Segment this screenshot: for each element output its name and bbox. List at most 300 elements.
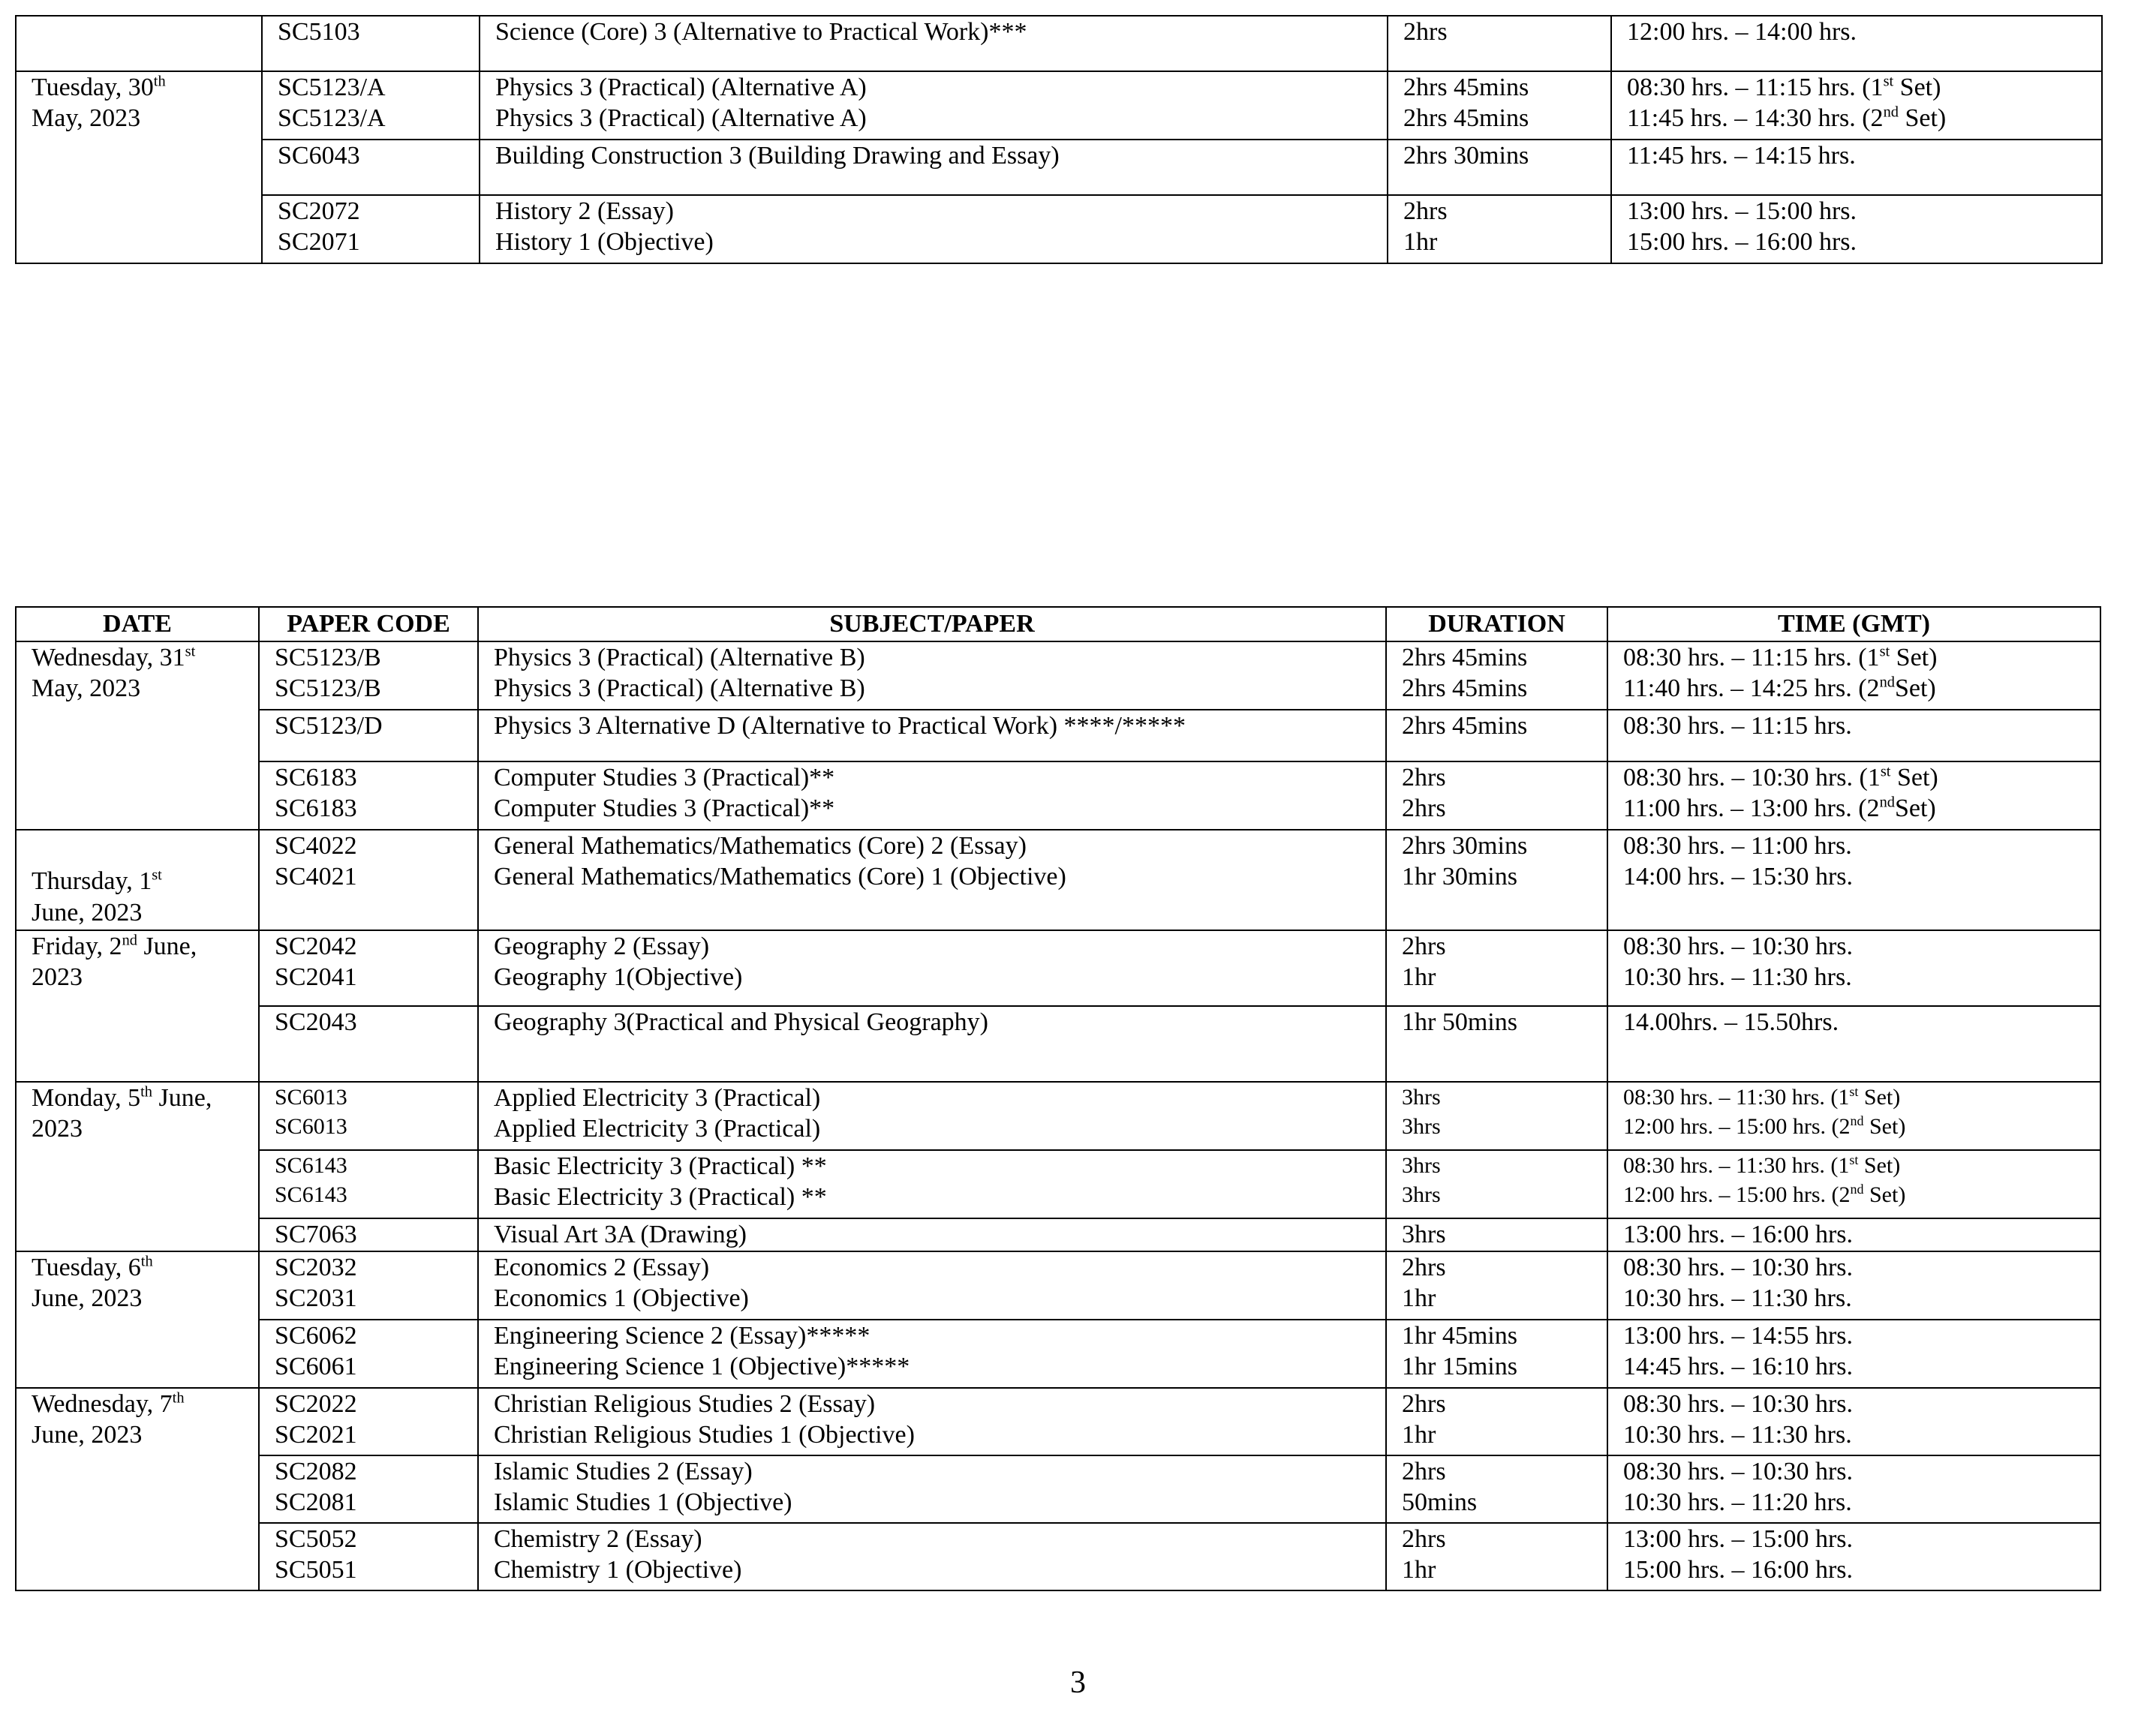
time-text: 15:00 hrs. – 16:00 hrs. <box>1627 228 1857 257</box>
code-line <box>275 962 462 993</box>
time-cell <box>1607 1082 2100 1150</box>
time-line <box>1623 861 2085 892</box>
table-header-row <box>16 607 2100 641</box>
duration-line <box>1403 196 1595 227</box>
duration-line <box>1403 17 1595 47</box>
duration-line <box>1402 1456 1592 1487</box>
duration-line <box>1402 1180 1592 1209</box>
code-line <box>275 1389 462 1419</box>
set-suffix: Set) <box>1894 674 1936 703</box>
paper-code-cell <box>259 710 478 761</box>
subject-text: Applied Electricity 3 (Practical) <box>494 1084 821 1112</box>
time-cell <box>1607 761 2100 830</box>
duration-text: 2hrs <box>1402 933 1446 960</box>
paper-code-cell <box>262 71 480 140</box>
table-row <box>16 1150 2100 1218</box>
subject-line <box>495 17 1372 47</box>
subject-line <box>494 1554 1370 1585</box>
time-line <box>1623 1419 2085 1450</box>
duration-cell <box>1386 1006 1607 1082</box>
duration-text: 1hr <box>1402 963 1436 992</box>
duration-cell <box>1386 641 1607 710</box>
duration-cell <box>1386 830 1607 930</box>
time-text: 10:30 hrs. – 11:30 hrs. <box>1623 963 1852 992</box>
table-row <box>16 1082 2100 1150</box>
time-text: 08:30 hrs. – 10:30 hrs. <box>1623 1458 1853 1485</box>
code-text: SC6013 <box>275 1114 347 1139</box>
duration-text: 3hrs <box>1402 1085 1441 1110</box>
code-text: SC5103 <box>278 18 360 46</box>
ordinal-suffix: st <box>1849 1152 1859 1167</box>
paper-code-cell <box>259 1006 478 1082</box>
time-line <box>1627 72 2086 103</box>
code-line <box>275 1487 462 1518</box>
paper-code-cell <box>262 140 480 195</box>
subject-line <box>494 1351 1370 1382</box>
code-text: SC4021 <box>275 863 357 891</box>
duration-line <box>1402 642 1592 673</box>
table-row <box>16 71 2102 140</box>
code-line <box>275 1351 462 1382</box>
subject-cell <box>480 195 1388 263</box>
code-line <box>275 861 462 892</box>
table-row <box>16 1455 2100 1523</box>
code-text: SC6143 <box>275 1153 347 1178</box>
time-text: 08:30 hrs. – 11:00 hrs. <box>1623 832 1852 860</box>
subject-text: Christian Religious Studies 2 (Essay) <box>494 1390 876 1418</box>
time-text: 13:00 hrs. – 15:00 hrs. <box>1623 1525 1853 1553</box>
time-line <box>1623 1524 2085 1554</box>
time-text: 08:30 hrs. – 10:30 hrs. <box>1623 1390 1853 1418</box>
subject-text: History 2 (Essay) <box>495 197 674 225</box>
subject-text: Physics 3 (Practical) (Alternative A) <box>495 74 867 101</box>
paper-code-cell <box>259 1150 478 1218</box>
time-line <box>1627 17 2086 47</box>
code-line <box>275 1180 462 1209</box>
paper-code-cell <box>259 1455 478 1523</box>
subject-line <box>494 1283 1370 1314</box>
duration-cell <box>1386 710 1607 761</box>
time-line <box>1623 1320 2085 1351</box>
time-text: 11:40 hrs. – 14:25 hrs. (2 <box>1623 674 1880 703</box>
subject-line <box>494 1007 1370 1038</box>
duration-text: 50mins <box>1402 1488 1478 1517</box>
header-paper-code: PAPER CODE <box>259 607 478 641</box>
time-cell <box>1607 1320 2100 1388</box>
time-text: 10:30 hrs. – 11:20 hrs. <box>1623 1488 1852 1517</box>
code-text: SC2031 <box>275 1284 357 1313</box>
time-text: 15:00 hrs. – 16:00 hrs. <box>1623 1556 1853 1584</box>
time-line <box>1623 1351 2085 1382</box>
time-text: 08:30 hrs. – 11:15 hrs. <box>1623 712 1852 740</box>
subject-text: Physics 3 (Practical) (Alternative A) <box>495 104 867 133</box>
code-line <box>278 72 464 103</box>
time-text: 08:30 hrs. – 11:15 hrs. (1 <box>1627 74 1884 101</box>
code-line <box>278 196 464 227</box>
code-text: SC5123/A <box>278 74 386 101</box>
duration-cell <box>1386 1218 1607 1251</box>
duration-line <box>1402 1487 1592 1518</box>
duration-line <box>1402 1419 1592 1450</box>
time-cell <box>1611 140 2102 195</box>
code-line <box>275 673 462 704</box>
duration-cell <box>1386 930 1607 1006</box>
subject-cell <box>480 140 1388 195</box>
time-text: 14:45 hrs. – 16:10 hrs. <box>1623 1353 1853 1381</box>
time-line <box>1623 931 2085 962</box>
time-line <box>1623 1487 2085 1518</box>
code-line <box>275 1283 462 1314</box>
duration-line <box>1402 1007 1592 1038</box>
time-line <box>1623 830 2085 861</box>
code-text: SC7063 <box>275 1221 357 1248</box>
time-line <box>1623 1283 2085 1314</box>
set-suffix: Set) <box>1863 1114 1906 1139</box>
duration-line <box>1402 1351 1592 1382</box>
code-text: SC6062 <box>275 1322 357 1350</box>
subject-cell <box>478 1320 1386 1388</box>
code-text: SC6183 <box>275 764 357 791</box>
subject-text: Islamic Studies 2 (Essay) <box>494 1458 753 1485</box>
paper-code-cell <box>259 1218 478 1251</box>
duration-text: 2hrs 45mins <box>1402 644 1528 671</box>
subject-text: Geography 1(Objective) <box>494 963 743 992</box>
subject-line <box>494 1151 1370 1182</box>
subject-text: General Mathematics/Mathematics (Core) 2 (Essay) <box>494 832 1027 860</box>
page-number: 3 <box>1070 1665 1086 1700</box>
duration-cell <box>1388 195 1611 263</box>
set-suffix: Set) <box>1890 764 1938 791</box>
date-cell-empty <box>16 16 262 71</box>
ordinal-suffix: nd <box>1850 1182 1864 1197</box>
duration-text: 1hr 30mins <box>1402 863 1517 891</box>
code-line <box>275 931 462 962</box>
duration-text: 2hrs 30mins <box>1402 832 1528 860</box>
set-suffix: Set) <box>1858 1153 1901 1178</box>
subject-text: Physics 3 (Practical) (Alternative B) <box>494 674 865 703</box>
header-time: TIME (GMT) <box>1607 607 2100 641</box>
code-line <box>275 1219 462 1250</box>
duration-text: 1hr 45mins <box>1402 1322 1517 1350</box>
duration-line <box>1402 1389 1592 1419</box>
time-cell <box>1607 1251 2100 1320</box>
subject-cell <box>478 1251 1386 1320</box>
subject-text: Visual Art 3A (Drawing) <box>494 1221 747 1248</box>
subject-line <box>494 1456 1370 1487</box>
set-suffix: Set) <box>1858 1085 1901 1110</box>
subject-line <box>494 1252 1370 1283</box>
table-row <box>16 761 2100 830</box>
time-text: 12:00 hrs. – 15:00 hrs. (2 <box>1623 1114 1851 1139</box>
code-line <box>275 1524 462 1554</box>
table-row <box>16 930 2100 1006</box>
duration-line <box>1402 931 1592 962</box>
time-text: 08:30 hrs. – 11:30 hrs. (1 <box>1623 1085 1850 1110</box>
duration-line <box>1402 1112 1592 1141</box>
duration-text: 2hrs 45mins <box>1402 712 1528 740</box>
paper-code-cell <box>259 761 478 830</box>
code-text: SC6061 <box>275 1353 357 1381</box>
table-row <box>16 140 2102 195</box>
code-line <box>275 1320 462 1351</box>
time-text: 12:00 hrs. – 14:00 hrs. <box>1627 18 1857 46</box>
time-line <box>1623 1252 2085 1283</box>
subject-text: Islamic Studies 1 (Objective) <box>494 1488 792 1517</box>
duration-text: 1hr 15mins <box>1402 1353 1517 1381</box>
subject-text: Christian Religious Studies 1 (Objective) <box>494 1421 915 1449</box>
subject-text: Computer Studies 3 (Practical)** <box>494 794 835 823</box>
time-line <box>1623 962 2085 993</box>
time-line <box>1627 140 2086 171</box>
time-line <box>1623 710 2085 741</box>
code-line <box>278 103 464 134</box>
duration-line <box>1402 673 1592 704</box>
paper-code-cell <box>259 1320 478 1388</box>
time-line <box>1623 1180 2085 1209</box>
code-line <box>275 1007 462 1038</box>
time-text: 08:30 hrs. – 10:30 hrs. <box>1623 933 1853 960</box>
table-row <box>16 710 2100 761</box>
code-line <box>275 1554 462 1585</box>
time-text: 08:30 hrs. – 11:30 hrs. (1 <box>1623 1153 1850 1178</box>
subject-cell <box>478 1455 1386 1523</box>
timetable-continued <box>15 15 2103 264</box>
time-cell <box>1607 830 2100 930</box>
duration-line <box>1402 1554 1592 1585</box>
time-line <box>1623 673 2085 704</box>
code-text: SC2041 <box>275 963 357 992</box>
code-text: SC2082 <box>275 1458 357 1485</box>
code-line <box>275 1083 462 1112</box>
code-line <box>275 710 462 741</box>
subject-cell <box>478 1006 1386 1082</box>
paper-code-cell <box>259 830 478 930</box>
duration-text: 3hrs <box>1402 1221 1446 1248</box>
subject-line <box>494 1083 1370 1113</box>
duration-text: 2hrs <box>1402 1458 1446 1485</box>
duration-line <box>1402 710 1592 741</box>
time-text: 14:00 hrs. – 15:30 hrs. <box>1623 863 1853 891</box>
subject-text: Computer Studies 3 (Practical)** <box>494 764 835 791</box>
time-cell <box>1607 1218 2100 1251</box>
time-text: 11:45 hrs. – 14:15 hrs. <box>1627 142 1856 170</box>
subject-text: Chemistry 2 (Essay) <box>494 1525 702 1553</box>
table-row <box>16 1320 2100 1388</box>
code-line <box>275 1112 462 1141</box>
subject-text: Building Construction 3 (Building Drawing and Essay) <box>495 142 1060 170</box>
subject-line <box>494 793 1370 824</box>
subject-line <box>494 1524 1370 1554</box>
header-date: DATE <box>16 607 259 641</box>
duration-line <box>1403 72 1595 103</box>
duration-line <box>1402 1320 1592 1351</box>
duration-text: 2hrs <box>1402 1254 1446 1281</box>
duration-text: 2hrs <box>1402 764 1446 791</box>
time-text: 08:30 hrs. – 10:30 hrs. (1 <box>1623 764 1881 791</box>
duration-line <box>1402 1219 1592 1250</box>
code-text: SC6043 <box>278 142 360 170</box>
code-text: SC2032 <box>275 1254 357 1281</box>
subject-cell <box>480 71 1388 140</box>
time-line <box>1623 1151 2085 1180</box>
subject-line <box>494 1113 1370 1144</box>
duration-text: 2hrs <box>1402 1390 1446 1418</box>
duration-text: 2hrs <box>1402 1525 1446 1553</box>
ordinal-suffix: st <box>1883 73 1894 90</box>
date-cell: Wednesday, 7th June, 2023 <box>16 1388 259 1590</box>
code-text: SC4022 <box>275 832 357 860</box>
code-line <box>275 1419 462 1450</box>
table-row <box>16 16 2102 71</box>
duration-line <box>1402 1283 1592 1314</box>
subject-line <box>494 830 1370 861</box>
code-line <box>275 1252 462 1283</box>
time-cell <box>1611 71 2102 140</box>
time-line <box>1627 227 2086 257</box>
subject-line <box>494 1419 1370 1450</box>
code-text: SC2081 <box>275 1488 357 1517</box>
duration-cell <box>1388 140 1611 195</box>
subject-cell <box>478 710 1386 761</box>
code-text: SC6183 <box>275 794 357 823</box>
code-line <box>275 1456 462 1487</box>
duration-line <box>1403 103 1595 134</box>
subject-line <box>494 642 1370 673</box>
paper-code-cell <box>262 16 480 71</box>
subject-line <box>494 1182 1370 1212</box>
subject-cell <box>478 1082 1386 1150</box>
code-line <box>278 17 464 47</box>
duration-line <box>1402 1524 1592 1554</box>
duration-text: 3hrs <box>1402 1153 1441 1178</box>
time-line <box>1623 1219 2085 1250</box>
paper-code-cell <box>259 1523 478 1590</box>
code-line <box>278 227 464 257</box>
subject-line <box>494 1219 1370 1250</box>
time-line <box>1623 1456 2085 1487</box>
code-text: SC6013 <box>275 1085 347 1110</box>
time-text: 12:00 hrs. – 15:00 hrs. (2 <box>1623 1182 1851 1207</box>
timetable <box>15 606 2101 1591</box>
time-text: 13:00 hrs. – 16:00 hrs. <box>1623 1221 1853 1248</box>
code-line <box>275 642 462 673</box>
subject-line <box>495 227 1372 257</box>
code-text: SC5123/D <box>275 712 383 740</box>
code-text: SC2042 <box>275 933 357 960</box>
time-cell <box>1607 1523 2100 1590</box>
header-subject: SUBJECT/PAPER <box>478 607 1386 641</box>
duration-text: 3hrs <box>1402 1114 1441 1139</box>
subject-line <box>495 196 1372 227</box>
code-line <box>275 1151 462 1180</box>
subject-text: Physics 3 Alternative D (Alternative to Practical Work) ****/***** <box>494 712 1186 740</box>
subject-cell <box>478 761 1386 830</box>
time-line <box>1623 762 2085 793</box>
subject-cell <box>478 930 1386 1006</box>
time-text: 08:30 hrs. – 10:30 hrs. <box>1623 1254 1853 1281</box>
time-cell <box>1607 1006 2100 1082</box>
time-text: 13:00 hrs. – 14:55 hrs. <box>1623 1322 1853 1350</box>
set-suffix: Set) <box>1898 104 1947 133</box>
time-cell <box>1607 641 2100 710</box>
duration-text: 3hrs <box>1402 1182 1441 1207</box>
subject-line <box>495 72 1372 103</box>
duration-line <box>1403 227 1595 257</box>
table-row <box>16 1218 2100 1251</box>
time-line <box>1623 1007 2085 1038</box>
time-line <box>1627 196 2086 227</box>
time-cell <box>1611 195 2102 263</box>
date-cell: Friday, 2nd June, 2023 <box>16 930 259 1082</box>
subject-text: Geography 3(Practical and Physical Geography) <box>494 1008 988 1036</box>
subject-text: Basic Electricity 3 (Practical) ** <box>494 1183 827 1212</box>
duration-cell <box>1386 1150 1607 1218</box>
subject-cell <box>478 1388 1386 1455</box>
subject-line <box>494 1487 1370 1518</box>
paper-code-cell <box>259 930 478 1006</box>
duration-text: 1hr <box>1402 1556 1436 1584</box>
duration-line <box>1403 140 1595 171</box>
duration-text: 2hrs <box>1402 794 1446 823</box>
subject-text: Economics 2 (Essay) <box>494 1254 710 1281</box>
code-text: SC5123/B <box>275 674 381 703</box>
date-cell: Tuesday, 6th June, 2023 <box>16 1251 259 1388</box>
subject-line <box>494 962 1370 993</box>
time-line <box>1623 1083 2085 1112</box>
time-text: 11:00 hrs. – 13:00 hrs. (2 <box>1623 794 1880 823</box>
duration-text: 2hrs <box>1403 18 1448 46</box>
header-duration: DURATION <box>1386 607 1607 641</box>
duration-cell <box>1386 1523 1607 1590</box>
set-suffix: Set) <box>1863 1182 1906 1207</box>
duration-text: 1hr <box>1403 228 1438 257</box>
code-line <box>275 830 462 861</box>
subject-text: Chemistry 1 (Objective) <box>494 1556 742 1584</box>
duration-cell <box>1386 761 1607 830</box>
duration-line <box>1402 830 1592 861</box>
set-suffix: Set) <box>1893 74 1941 101</box>
time-cell <box>1607 710 2100 761</box>
subject-line <box>494 710 1370 741</box>
duration-cell <box>1386 1388 1607 1455</box>
duration-line <box>1402 793 1592 824</box>
subject-line <box>494 673 1370 704</box>
time-cell <box>1607 1388 2100 1455</box>
ordinal-suffix: st <box>1849 1084 1859 1099</box>
duration-text: 2hrs 30mins <box>1403 142 1529 170</box>
table-row <box>16 1251 2100 1320</box>
duration-text: 2hrs 45mins <box>1403 74 1529 101</box>
subject-cell <box>478 1150 1386 1218</box>
ordinal-suffix: nd <box>1850 1113 1864 1128</box>
duration-cell <box>1388 16 1611 71</box>
time-line <box>1623 793 2085 824</box>
code-text: SC5052 <box>275 1525 357 1553</box>
code-text: SC2022 <box>275 1390 357 1418</box>
ordinal-suffix: nd <box>1879 794 1895 812</box>
subject-line <box>495 140 1372 171</box>
duration-line <box>1402 962 1592 993</box>
duration-line <box>1402 762 1592 793</box>
time-line <box>1627 103 2086 134</box>
code-line <box>275 793 462 824</box>
subject-text: Applied Electricity 3 (Practical) <box>494 1115 821 1143</box>
paper-code-cell <box>259 1251 478 1320</box>
duration-cell <box>1386 1320 1607 1388</box>
subject-cell <box>478 1218 1386 1251</box>
table-row <box>16 641 2100 710</box>
subject-text: Physics 3 (Practical) (Alternative B) <box>494 644 865 671</box>
